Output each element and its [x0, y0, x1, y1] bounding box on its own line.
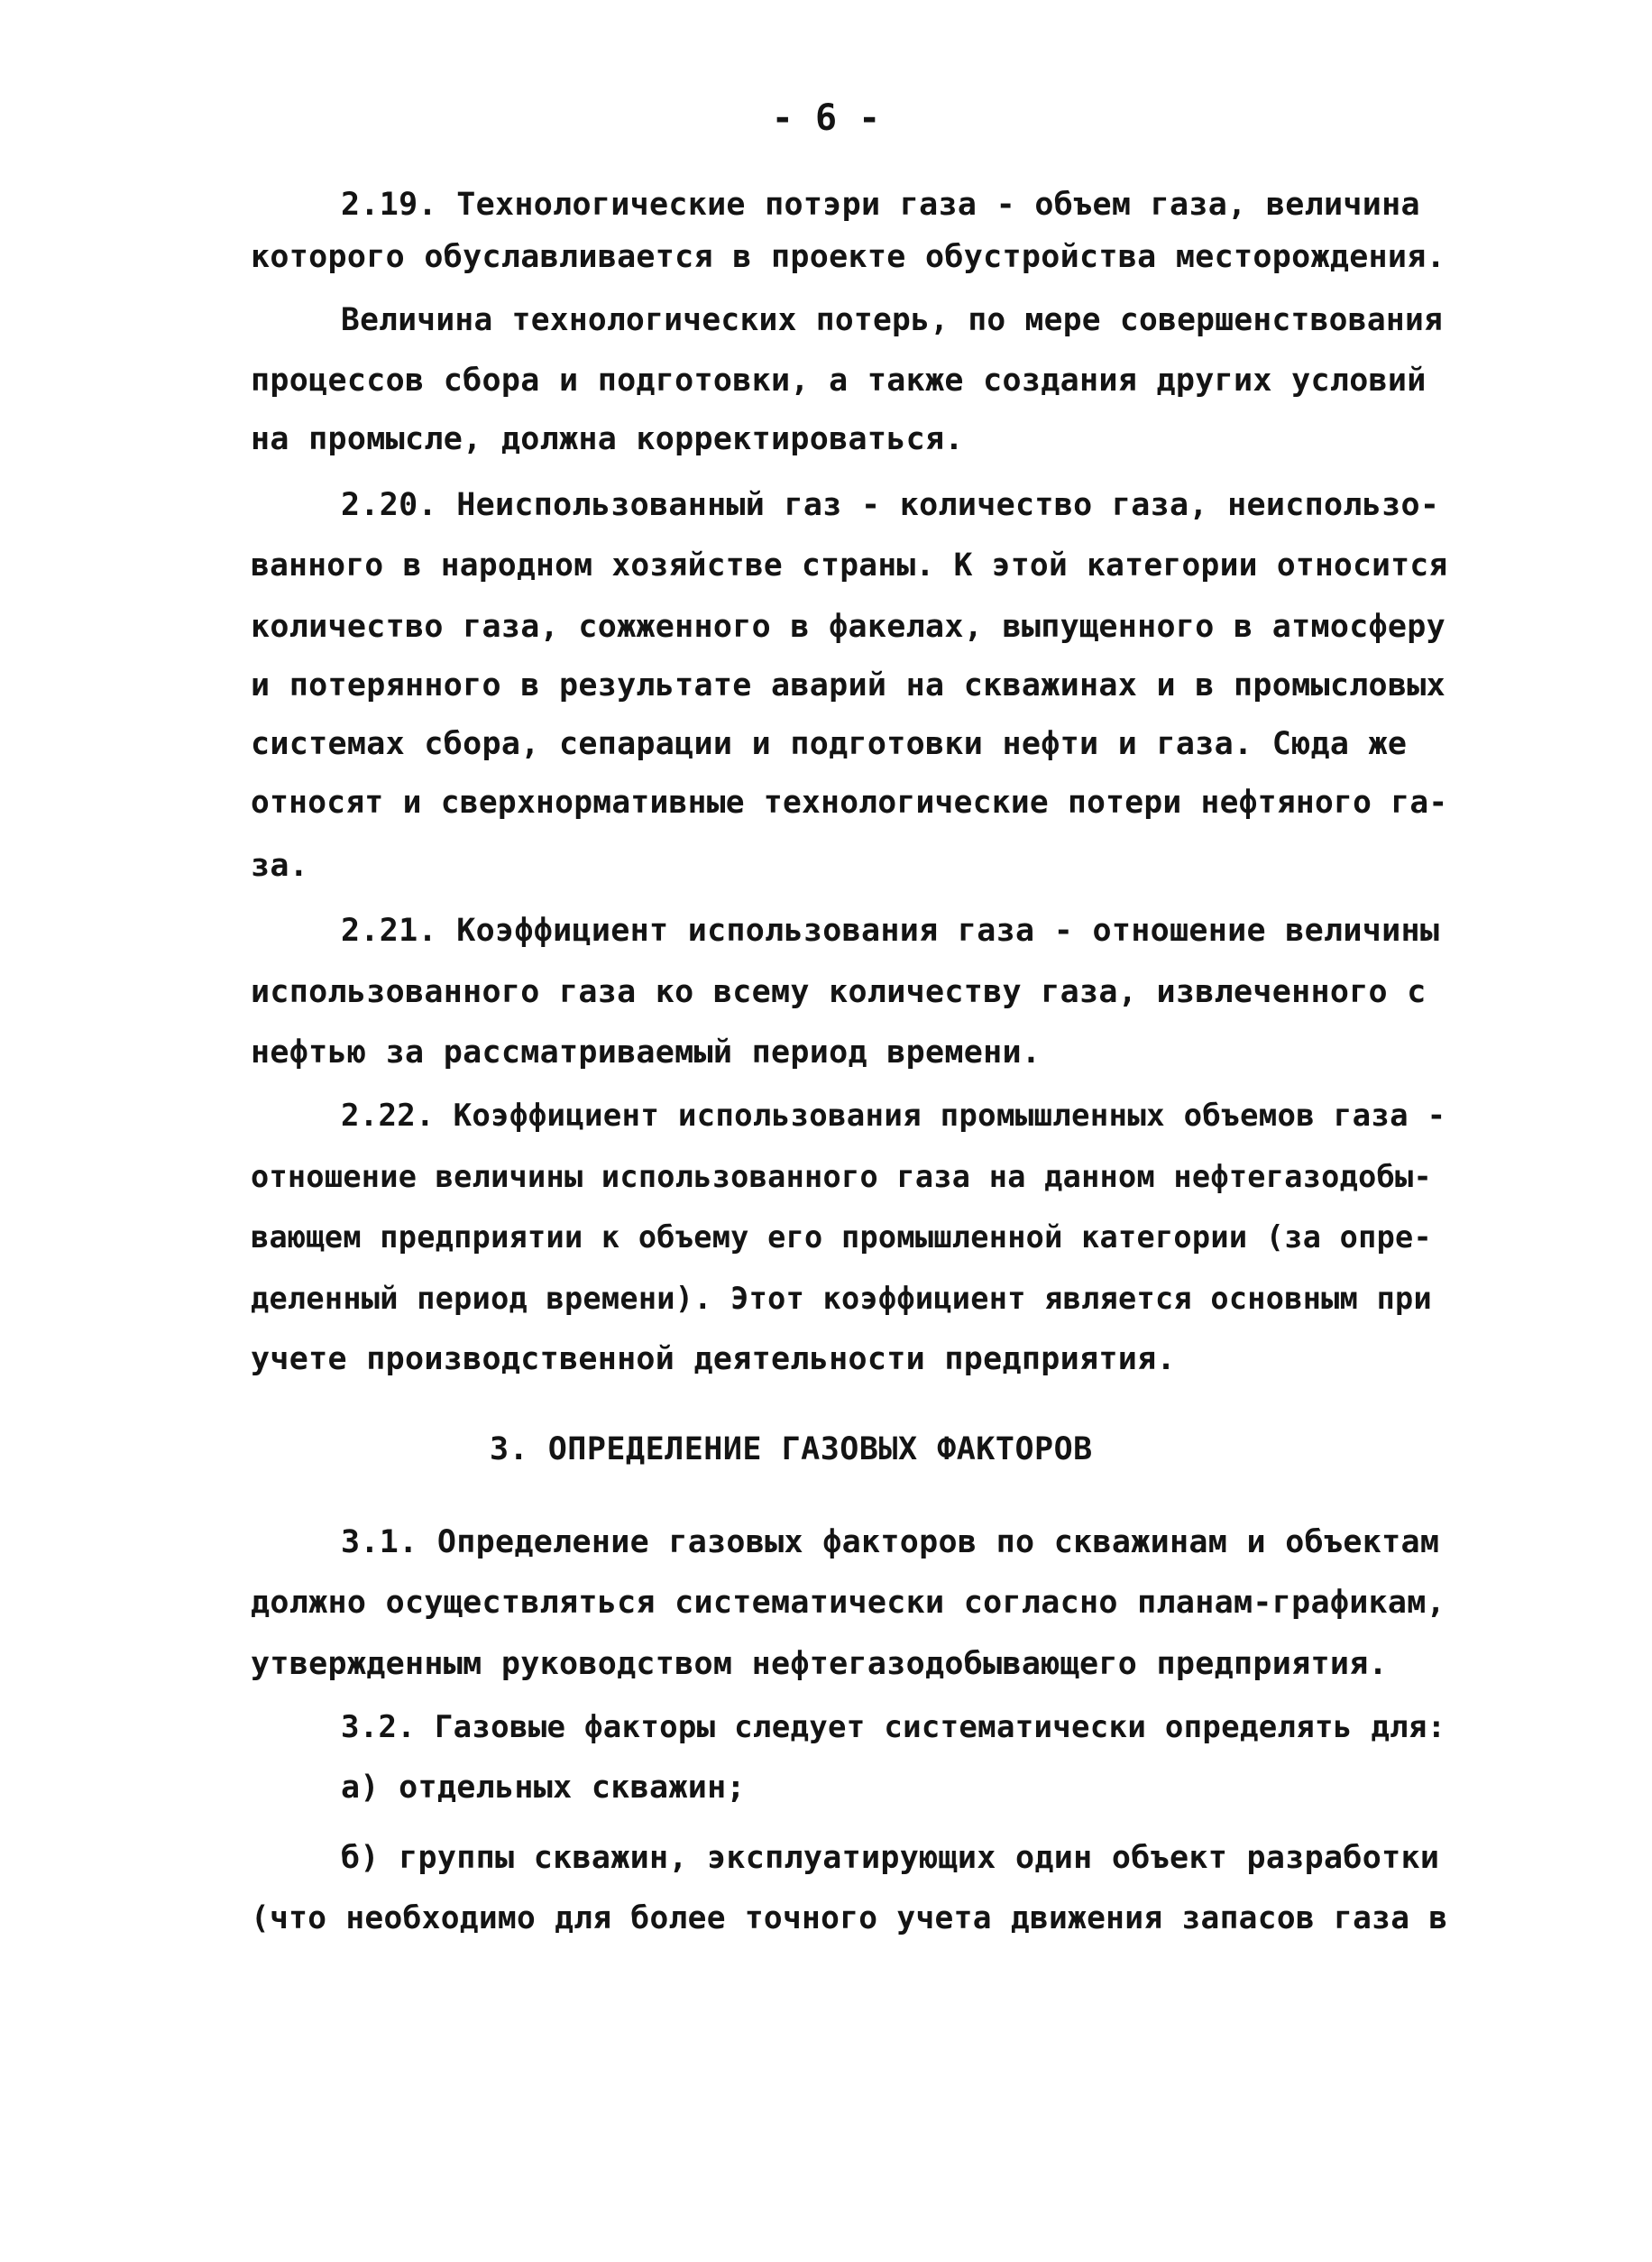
text-line: (что необходимо для более точного учета движения запасов газа в — [251, 1900, 1448, 1936]
text-line: за. — [251, 848, 309, 884]
text-line: 2.20. Неиспользованный газ - количество газа, неиспользо- — [341, 487, 1440, 523]
section-heading: 3. ОПРЕДЕЛЕНИЕ ГАЗОВЫХ ФАКТОРОВ — [490, 1431, 1093, 1467]
text-line: системах сбора, сепарации и подготовки нефти и газа. Сюда же — [251, 726, 1408, 762]
text-line: ванного в народном хозяйстве страны. К этой категории относится — [251, 547, 1448, 584]
text-line: и потерянного в результате аварий на скважинах и в промысловых — [251, 667, 1446, 703]
text-line: относят и сверхнормативные технологические потери нефтяного га- — [251, 785, 1448, 821]
text-line: Величина технологических потерь, по мере совершенствования — [341, 302, 1444, 338]
text-line: учете производственной деятельности предприятия. — [251, 1341, 1176, 1377]
text-line: процессов сбора и подготовки, а также создания других условий — [251, 363, 1427, 399]
page-number: - 6 - — [771, 97, 881, 139]
text-line: количество газа, сожженного в факелах, выпущенного в атмосферу — [251, 609, 1446, 645]
text-line: отношение величины использованного газа на данном нефтегазодобы- — [251, 1159, 1432, 1194]
text-line: которого обуславливается в проекте обустройства месторождения. — [251, 239, 1446, 275]
text-line: 2.22. Коэффициент использования промышленных объемов газа - — [341, 1098, 1446, 1134]
text-line: деленный период времени). Этот коэффициент является основным при — [251, 1281, 1432, 1316]
text-line: нефтью за рассматриваемый период времени. — [251, 1034, 1042, 1071]
text-line: утвержденным руководством нефтегазодобывающего предприятия. — [251, 1646, 1388, 1682]
list-item: б) группы скважин, эксплуатирующих один объект разработки — [341, 1840, 1440, 1876]
text-line: 2.19. Технологические потэри газа - объем газа, величина — [341, 187, 1420, 223]
text-line: вающем предприятии к объему его промышленной категории (за опре- — [251, 1219, 1432, 1255]
text-line: должно осуществляться систематически согласно планам-графикам, — [251, 1585, 1446, 1621]
text-line: использованного газа ко всему количеству газа, извлеченного с — [251, 974, 1427, 1010]
text-line: на промысле, должна корректироваться. — [251, 421, 964, 457]
text-line: 3.2. Газовые факторы следует систематически определять для: — [341, 1709, 1446, 1745]
text-line: 3.1. Определение газовых факторов по скважинам и объектам — [341, 1524, 1440, 1560]
text-line: 2.21. Коэффициент использования газа - отношение величины — [341, 913, 1440, 949]
list-item: а) отдельных скважин; — [341, 1770, 746, 1806]
